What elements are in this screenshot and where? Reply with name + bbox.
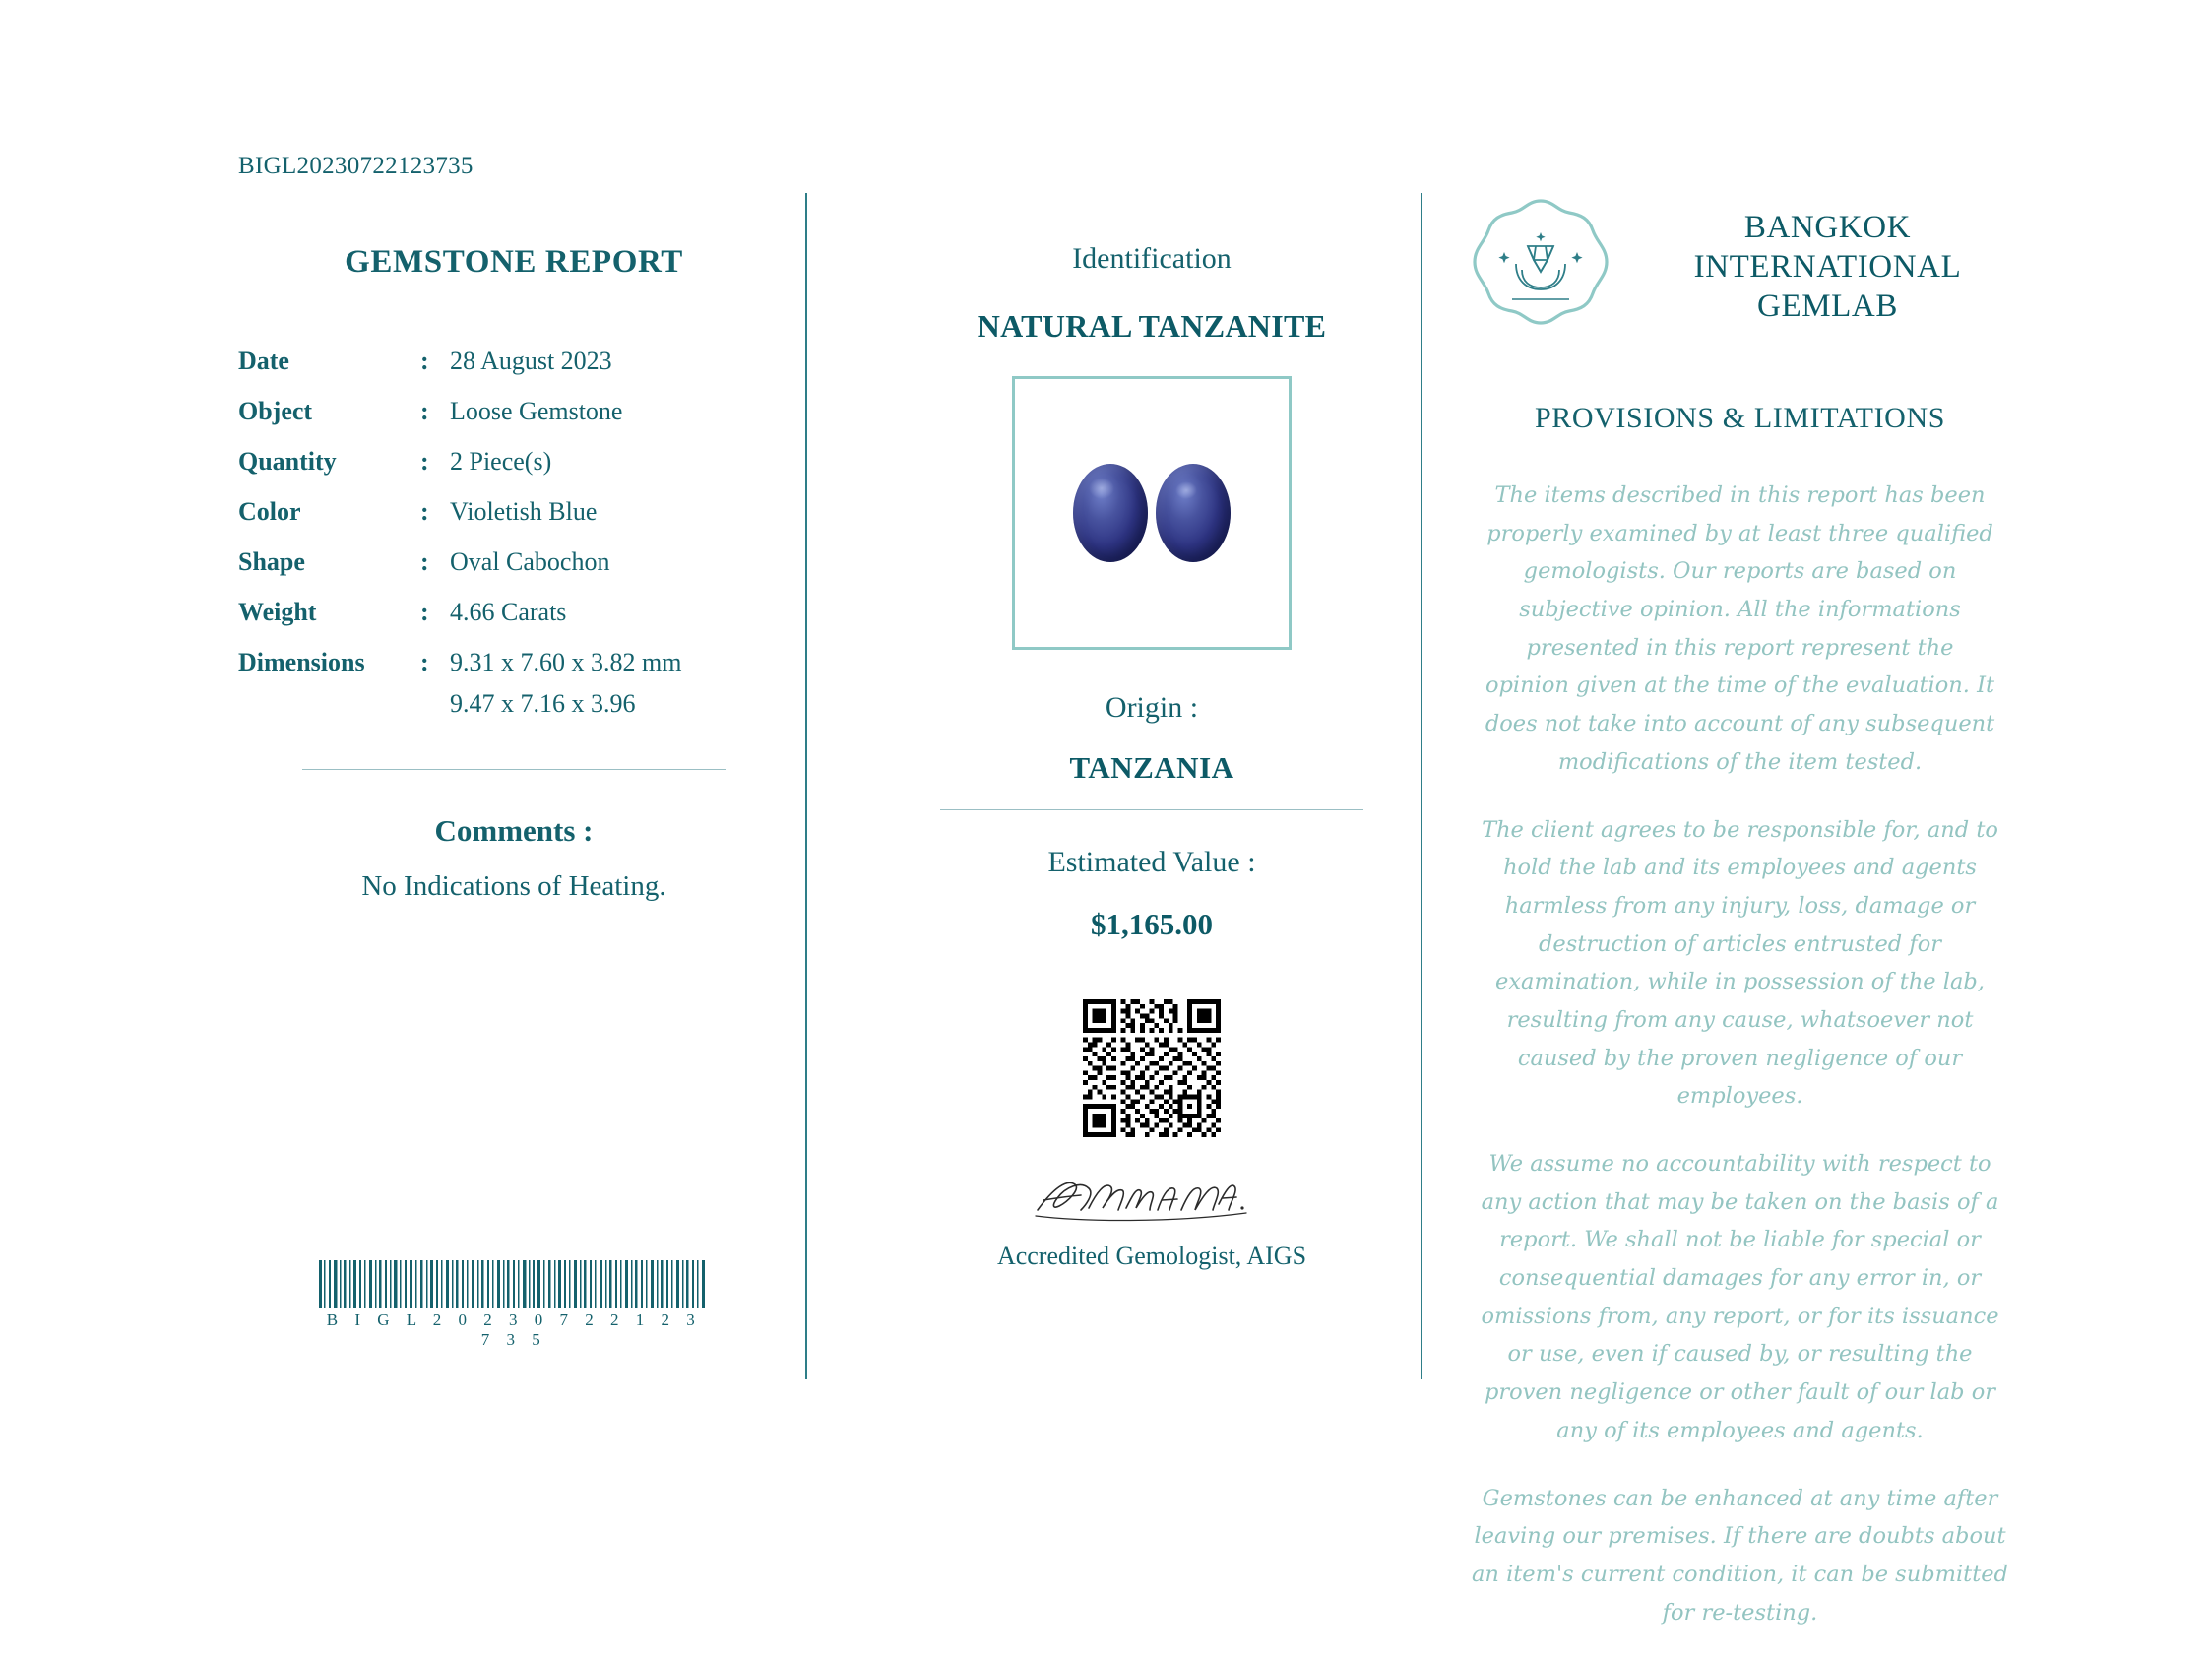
spec-label-quantity: Quantity <box>238 446 337 476</box>
brand-name <box>1642 208 2013 327</box>
divider <box>940 809 1363 810</box>
gemstone-left <box>1073 464 1148 562</box>
spec-colon: : <box>420 647 429 676</box>
comments-text: No Indications of Heating. <box>361 869 666 902</box>
spec-label-object: Object <box>238 396 313 425</box>
brand-line-1: BANGKOK <box>1743 209 1912 245</box>
gem-pair <box>1015 379 1289 647</box>
provisions-paragraph: We assume no accountability with respect to any action that may be taken on the basis of a report. We shall not be liable for special or consequential damages for any error in, or omissions from, any report, or for its issuance or use, even if caused by, or resulting the proven negligence or other fault of our lab or any of its employees and agents. <box>1481 1151 1999 1443</box>
table-row <box>238 637 790 687</box>
table-row <box>238 687 790 730</box>
spec-colon: : <box>420 346 429 375</box>
qr-code-image <box>1083 999 1221 1137</box>
origin-label: Origin : <box>1105 691 1199 724</box>
estimated-value-amount: $1,165.00 <box>1091 907 1213 941</box>
provisions-title: PROVISIONS & LIMITATIONS <box>1534 402 1945 434</box>
provisions-paragraph: The items described in this report has been properly examined by at least three qualified gemologists. Our reports are based on subjective opinion. All the informations presented in this report represent the opinion given at the time of the evaluation. It does not take into account of any subsequent modifications of the item tested. <box>1485 482 1995 775</box>
estimated-value-label: Estimated Value : <box>1047 846 1256 878</box>
spec-value-object: Loose Gemstone <box>450 396 623 425</box>
provisions-paragraph: The client agrees to be responsible for, and to hold the lab and its employees and agents harmless from any injury, loss, damage or destruction of articles entrusted for examination, while in possession of the lab, resulting from any cause, whatsoever not caused by the proven negligence of our employees. <box>1482 816 1998 1110</box>
table-row <box>238 486 790 537</box>
gemlab-logo-icon <box>1467 193 1614 341</box>
table-row <box>238 436 790 486</box>
spec-value-color: Violetish Blue <box>450 496 598 526</box>
column-divider-left <box>805 193 807 1379</box>
barcode-area <box>317 1260 711 1350</box>
spec-label-weight: Weight <box>238 597 317 626</box>
table-row <box>238 386 790 436</box>
spec-colon-empty <box>420 687 450 730</box>
spec-value-shape: Oval Cabochon <box>450 546 610 576</box>
comments-title: Comments : <box>434 812 594 848</box>
table-row <box>238 336 790 386</box>
spec-colon: : <box>420 396 429 425</box>
middle-column <box>891 193 1413 1271</box>
origin-value: TANZANIA <box>1069 750 1234 785</box>
signature-image <box>1024 1167 1280 1228</box>
gemstone-specs-table <box>238 336 790 730</box>
spec-label-shape: Shape <box>238 546 305 576</box>
right-column <box>1467 193 2013 1661</box>
spec-label-date: Date <box>238 346 289 375</box>
spec-colon: : <box>420 496 429 526</box>
table-row <box>238 537 790 587</box>
barcode-number: B I G L 2 0 2 3 0 7 2 2 1 2 3 7 3 5 <box>326 1310 702 1349</box>
logo-svg <box>1467 193 1614 341</box>
gemstone-right <box>1156 464 1231 562</box>
brand-line-3: GEMLAB <box>1757 288 1898 325</box>
table-row <box>238 587 790 637</box>
qr-code[interactable] <box>1083 999 1221 1137</box>
signature-caption: Accredited Gemologist, AIGS <box>996 1242 1307 1270</box>
gemstone-photo <box>1012 376 1292 650</box>
spec-label-dimensions: Dimensions <box>238 647 365 676</box>
spec-colon: : <box>420 546 429 576</box>
spec-value-weight: 4.66 Carats <box>450 597 567 626</box>
spec-value-date: 28 August 2023 <box>450 346 612 375</box>
spec-label-empty <box>238 687 420 730</box>
spec-value-dimensions: 9.31 x 7.60 x 3.82 mm <box>450 647 682 676</box>
identification-label: Identification <box>1072 242 1232 275</box>
divider <box>302 769 726 770</box>
signature <box>1024 1167 1280 1228</box>
brand-header <box>1467 193 2013 341</box>
brand-line-2: INTERNATIONAL <box>1693 248 1962 285</box>
spec-colon: : <box>420 446 429 476</box>
provisions-paragraph: Gemstones can be enhanced at any time after leaving our premises. If there are doubts about an item's current condition, it can be submitted for re-testing. <box>1472 1485 2008 1626</box>
barcode-image <box>317 1260 711 1308</box>
left-column <box>238 193 790 903</box>
spec-label-color: Color <box>238 496 301 526</box>
column-divider-right <box>1421 193 1422 1379</box>
provisions-body <box>1467 477 2013 1631</box>
spec-colon: : <box>420 597 429 626</box>
report-id: BIGL20230722123735 <box>238 153 474 179</box>
identification-value: NATURAL TANZANITE <box>977 308 1327 344</box>
page-title: GEMSTONE REPORT <box>345 244 683 280</box>
spec-value-quantity: 2 Piece(s) <box>450 446 552 476</box>
spec-value-dimensions-line2: 9.47 x 7.16 x 3.96 <box>450 689 636 718</box>
